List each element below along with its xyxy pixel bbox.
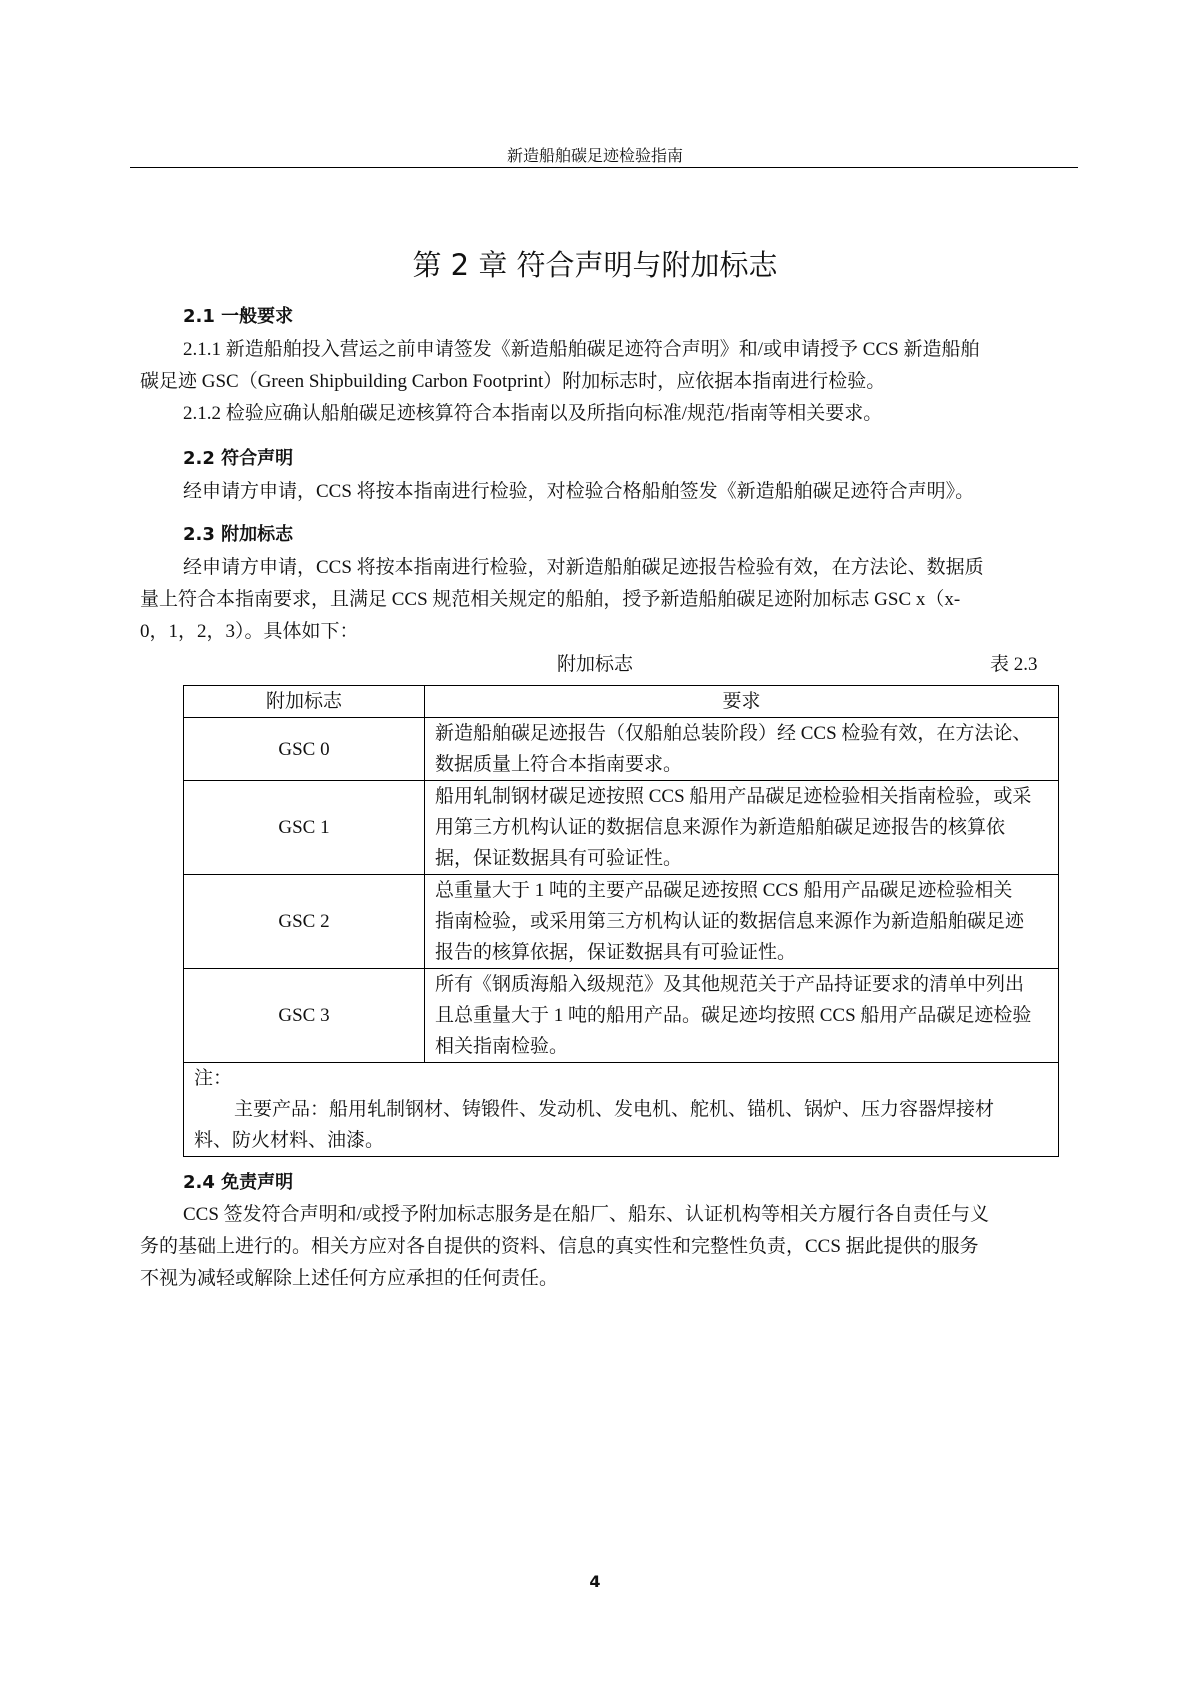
cell-line: 报告的核算依据，保证数据具有可验证性。 — [435, 942, 797, 963]
table-row — [184, 875, 1059, 969]
requirement-cell — [425, 781, 1059, 875]
column-header: 要求 — [425, 686, 1059, 718]
cell-line: 总重量大于 1 吨的主要产品碳足迹按照 CCS 船用产品碳足迹检验相关 — [435, 880, 1013, 901]
additional-notation-table — [183, 685, 1059, 1157]
paragraph-line: 2.1.1 新造船舶投入营运之前申请签发《新造船舶碳足迹符合声明》和/或申请授予 CCS 新造船舶 — [183, 339, 980, 360]
section-heading-2-3: 2.3 附加标志 — [183, 524, 294, 545]
cell-line: 相关指南检验。 — [435, 1036, 569, 1057]
notation-cell: GSC 3 — [184, 969, 425, 1063]
table-note-row — [184, 1063, 1059, 1157]
section-heading-2-1: 2.1 一般要求 — [183, 306, 294, 327]
column-header: 附加标志 — [184, 686, 425, 718]
cell-line: 所有《钢质海船入级规范》及其他规范关于产品持证要求的清单中列出 — [435, 974, 1025, 995]
cell-line: 新造船舶碳足迹报告（仅船舶总装阶段）经 CCS 检验有效，在方法论、 — [435, 723, 1032, 744]
cell-line: 据，保证数据具有可验证性。 — [435, 848, 683, 869]
cell-line: 且总重量大于 1 吨的船用产品。碳足迹均按照 CCS 船用产品碳足迹检验 — [435, 1005, 1032, 1026]
requirement-cell — [425, 875, 1059, 969]
paragraph-line: 不视为减轻或解除上述任何方应承担的任何责任。 — [140, 1268, 559, 1289]
paragraph-line: CCS 签发符合声明和/或授予附加标志服务是在船厂、船东、认证机构等相关方履行各自责任与义 — [183, 1204, 989, 1225]
cell-line: 数据质量上符合本指南要求。 — [435, 754, 683, 775]
paragraph-line: 经申请方申请，CCS 将按本指南进行检验，对新造船舶碳足迹报告检验有效，在方法论、数据质 — [183, 557, 984, 578]
section-heading-2-2: 2.2 符合声明 — [183, 448, 294, 469]
chapter-title: 第 2 章 符合声明与附加标志 — [412, 248, 778, 282]
note-label: 注： — [194, 1068, 233, 1089]
paragraph-line: 2.1.2 检验应确认船舶碳足迹核算符合本指南以及所指向标准/规范/指南等相关要求。 — [183, 403, 883, 424]
paragraph-line: 经申请方申请，CCS 将按本指南进行检验，对检验合格船舶签发《新造船舶碳足迹符合声明》。 — [183, 481, 975, 502]
paragraph-line: 务的基础上进行的。相关方应对各自提供的资料、信息的真实性和完整性负责，CCS 据此提供的服务 — [140, 1236, 979, 1257]
requirement-cell — [425, 718, 1059, 781]
paragraph-line: 量上符合本指南要求，且满足 CCS 规范相关规定的船舶，授予新造船舶碳足迹附加标志 GSC x（x- — [140, 589, 961, 610]
page-number: 4 — [589, 1572, 601, 1591]
note-line: 主要产品：船用轧制钢材、铸锻件、发动机、发电机、舵机、锚机、锅炉、压力容器焊接材 — [234, 1099, 995, 1120]
running-header: 新造船舶碳足迹检验指南 — [506, 148, 683, 165]
requirement-cell — [425, 969, 1059, 1063]
cell-line: 用第三方机构认证的数据信息来源作为新造船舶碳足迹报告的核算依 — [435, 817, 1006, 838]
table-caption: 附加标志 — [556, 654, 633, 675]
paragraph-line: 0，1，2，3）。具体如下： — [140, 621, 359, 642]
notation-cell: GSC 2 — [184, 875, 425, 969]
section-heading-2-4: 2.4 免责声明 — [183, 1172, 294, 1193]
paragraph-line: 碳足迹 GSC（Green Shipbuilding Carbon Footprint）附加标志时，应依据本指南进行检验。 — [140, 371, 886, 392]
table-row — [184, 781, 1059, 875]
table-row — [184, 718, 1059, 781]
notation-cell: GSC 1 — [184, 781, 425, 875]
table-number: 表 2.3 — [990, 654, 1038, 675]
cell-line: 船用轧制钢材碳足迹按照 CCS 船用产品碳足迹检验相关指南检验，或采 — [435, 786, 1032, 807]
table-row — [184, 969, 1059, 1063]
notation-cell: GSC 0 — [184, 718, 425, 781]
note-line: 料、防火材料、油漆。 — [194, 1130, 385, 1151]
table-header-row — [184, 686, 1059, 718]
note-cell — [184, 1063, 1059, 1157]
cell-line: 指南检验，或采用第三方机构认证的数据信息来源作为新造船舶碳足迹 — [435, 911, 1025, 932]
header-rule — [130, 167, 1078, 168]
